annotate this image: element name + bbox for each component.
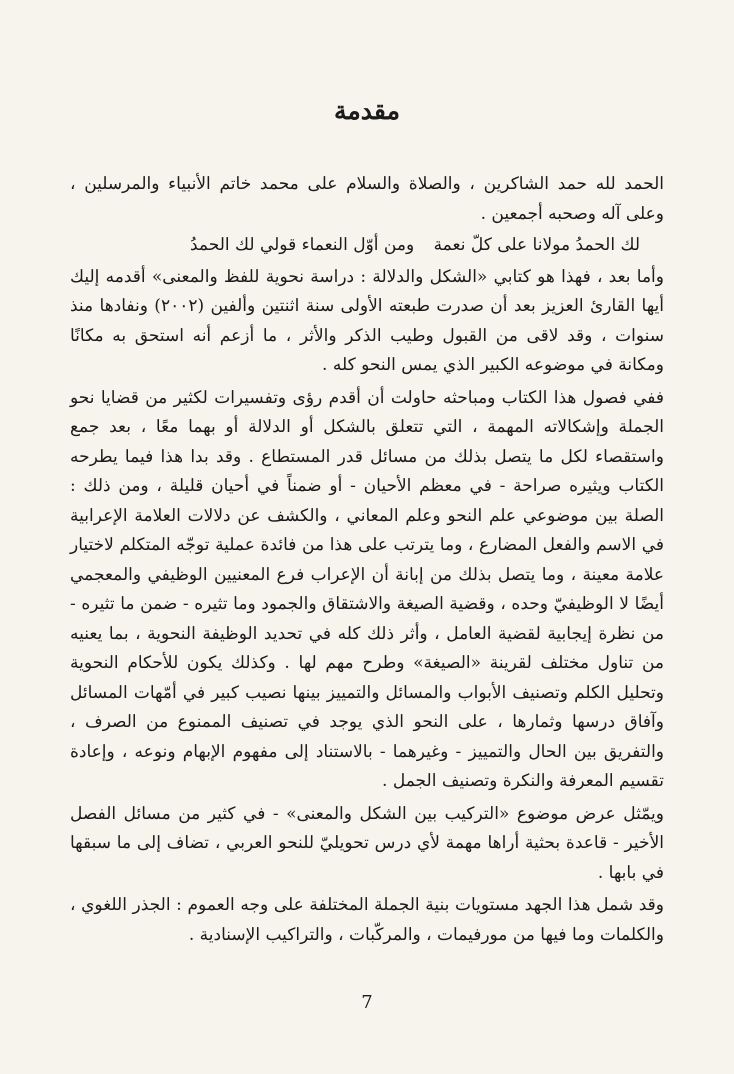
paragraph-book-chapters: ففي فصول هذا الكتاب ومباحثه حاولت أن أقدم رؤى وتفسيرات لكثير من قضايا نحو الجملة وإشكالاته المهمة ، التي تتعلق بالشكل أو الدلالة أو بهما معًا ، بعد جمع واستقصاء لكل ما يتصل بذلك من مسائل قدر المستطاع . وقد بدا هذا فيما يطرحه الكتاب ويثيره صراحة - في معظم الأحيان - أو ضمناً في أحيان قليلة ، ومن ذلك : الصلة بين موضوعي علم النحو وعلم المعاني ، والكشف عن دلالات العلامة الإعرابية في الاسم والفعل المضارع ، وما يترتب على هذا من فائدة عملية توجّه المتكلم لاختيار علامة معينة ، وما يتصل بذلك من إبانة أن الإعراب فرع المعنيين الوظيفي والمعجمي أيضًا لا الوظيفيّ وحده ، وقضية الصيغة والاشتقاق والجمود وما تثيره - ضمن ما تثيره - من نظرة إيجابية لقضية العامل ، وأثر ذلك كله في تحديد الوظيفة النحوية ، بما يعنيه من تناول مختلف لقرينة «الصيغة» وطرح مهم لها . وكذلك يكون للأحكام النحوية وتحليل الكلم وتصنيف الأبواب والمسائل والتمييز بينها نصيب كبير في أمّهات المسائل وآفاق درسها وثمارها ، على النحو الذي يوجد في تصنيف الممنوع من الصرف ، والتفريق بين الحال والتمييز - وغيرهما - بالاستناد إلى مفهوم الإبهام ونوعه ، وإعادة تقسيم المعرفة والنكرة وتصنيف الجمل . xyxy=(70,387,664,791)
page-title: مقدمة xyxy=(334,96,400,125)
paragraph-book-introduction: وأما بعد ، فهذا هو كتابي «الشكل والدلالة : دراسة نحوية للفظ والمعنى» أقدمه إليك أيها القارئ العزيز بعد أن صدرت طبعته الأولى سنة اثنتين وألفين (٢٠٠٢) ونفادها منذ سنوات ، وقد لاقى من القبول وطيب الذكر والأثر ، ما أزعم أنه استحق به مكانًا ومكانة في موضوعه الكبير الذي يمس النحو كله . xyxy=(70,266,664,375)
paragraph-sentence-levels: وقد شمل هذا الجهد مستويات بنية الجملة المختلفة على وجه العموم : الجذر اللغوي ، والكلمات وما فيها من مورفيمات ، والمركّبات ، والتراكيب الإسنادية . xyxy=(70,895,664,945)
verse-hemistich-right: لك الحمدُ مولانا على كلّ نعمة xyxy=(433,235,640,255)
paragraph-opening-praise: الحمد لله حمد الشاكرين ، والصلاة والسلام على محمد خاتم الأنبياء والمرسلين ، وعلى آله وصحبه أجمعين . xyxy=(70,174,664,224)
paragraph-final-chapter: ويمّثل عرض موضوع «التركيب بين الشكل والمعنى» - في كثير من مسائل الفصل الأخير - قاعدة بحثية أراها مهمة لأي درس تحويليّ للنحو العربي ، تضاف إلى ما سبقها في بابها . xyxy=(70,803,664,883)
poetry-verse xyxy=(70,231,664,261)
page-number: 7 xyxy=(361,992,373,1013)
verse-hemistich-left: ومن أوّل النعماء قولي لك الحمدُ xyxy=(190,235,415,255)
